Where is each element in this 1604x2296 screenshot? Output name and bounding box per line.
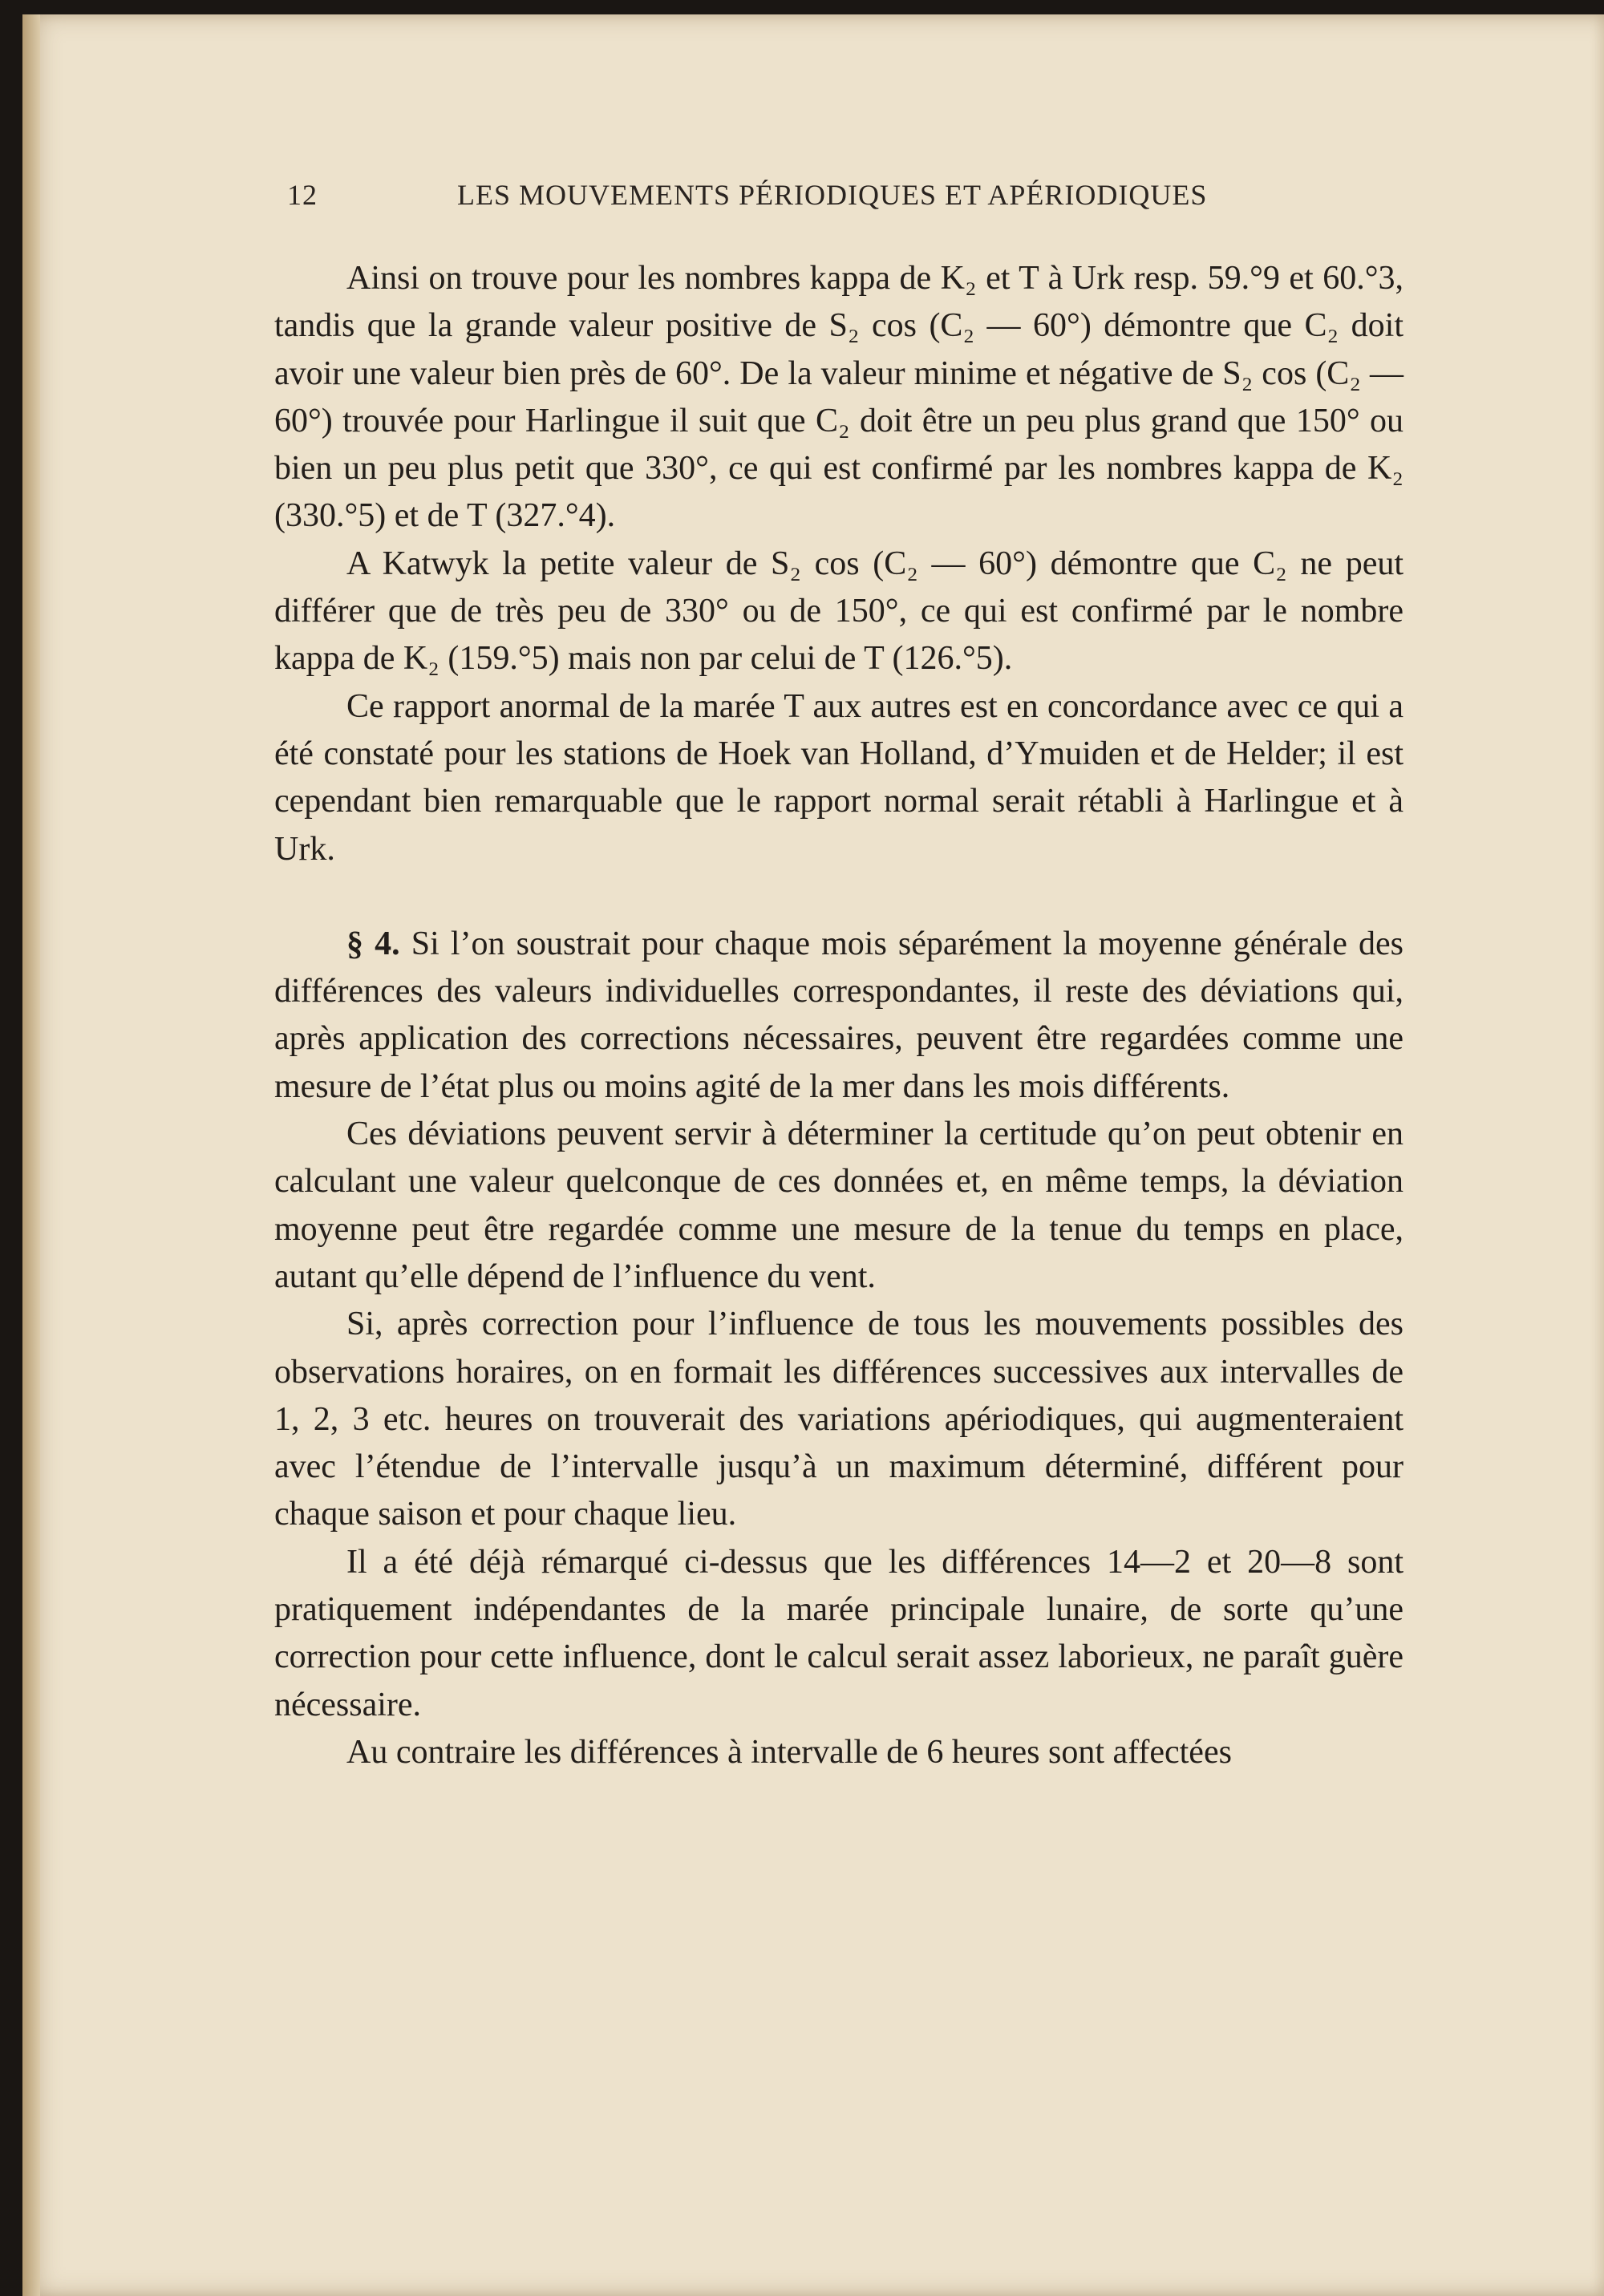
page-number: 12 <box>287 179 318 211</box>
paragraph-6: Si, après correction pour l’influence de tous les mouvements possibles des observations horaires, on en formait les différences successives aux intervalles de 1, 2, 3 etc. heures on trouverait des variations apériodiques, qui augmenteraient avec l’étendue de l’intervalle jusqu’à un maximum déterminé, différent pour chaque saison et pour chaque lieu. <box>274 1306 1404 1533</box>
paragraph-5: Ces déviations peuvent servir à déterminer la certitude qu’on peut obtenir en calculant une valeur quelconque de ces données et, en même temps, la déviation moyenne peut être regardée comme une mesure de la tenue du temps en place, autant qu’elle dépend de l’influence du vent. <box>274 1116 1404 1295</box>
page-edge <box>22 14 40 2296</box>
paragraph-8: Au contraire les différences à intervalle de 6 heures sont affectées <box>346 1733 1232 1771</box>
paragraph-4-text: Si l’on soustrait pour chaque mois séparément la moyenne générale des différences des valeurs individuelles correspondantes, il reste des déviations qui, après application des corrections nécessaires, peuvent être regardées comme une mesure de l’état plus ou moins agité de la mer dans les mois différents. <box>274 925 1404 1105</box>
paragraph-1: Ainsi on trouve pour les nombres kappa de K₂ et T à Urk resp. 59.°9 et 60.°3, tandis que la grande valeur positive de S₂ cos (C₂ — 60°) démontre que C₂ doit avoir une valeur bien près de 60°. De la valeur minime et négative de S₂ cos (C₂ — 60°) trouvée pour Harlingue il suit que C₂ doit être un peu plus grand que 150° ou bien un peu plus petit que 330°, ce qui est confirmé par les nombres kappa de K₂ (330.°5) et de T (327.°4). <box>274 260 1404 535</box>
paragraph-7: Il a été déjà rémarqué ci-dessus que les différences 14—2 et 20—8 sont pratiquement indépendantes de la marée principale lunaire, de sorte qu’une correction pour cette influence, dont le calcul serait assez laborieux, ne paraît guère nécessaire. <box>274 1543 1404 1723</box>
section-mark: § 4. <box>346 925 400 962</box>
running-title: LES MOUVEMENTS PÉRIODIQUES ET APÉRIODIQUES <box>457 179 1208 211</box>
paragraph-2: A Katwyk la petite valeur de S₂ cos (C₂ — 60°) démontre que C₂ ne peut différer que de très peu de 330° ou de 150°, ce qui est confirmé par le nombre kappa de K₂ (159.°5) mais non par celui de T (126.°5). <box>274 545 1404 678</box>
body-text <box>274 255 1404 1776</box>
paragraph-3: Ce rapport anormal de la marée T aux autres est en concordance avec ce qui a été constaté pour les stations de Hoek van Holland, d’Ymuiden et de Helder; il est cependant bien remarquable que le rapport normal serait rétabli à Harlingue et à Urk. <box>274 687 1404 868</box>
paragraph-4 <box>274 921 1404 1111</box>
